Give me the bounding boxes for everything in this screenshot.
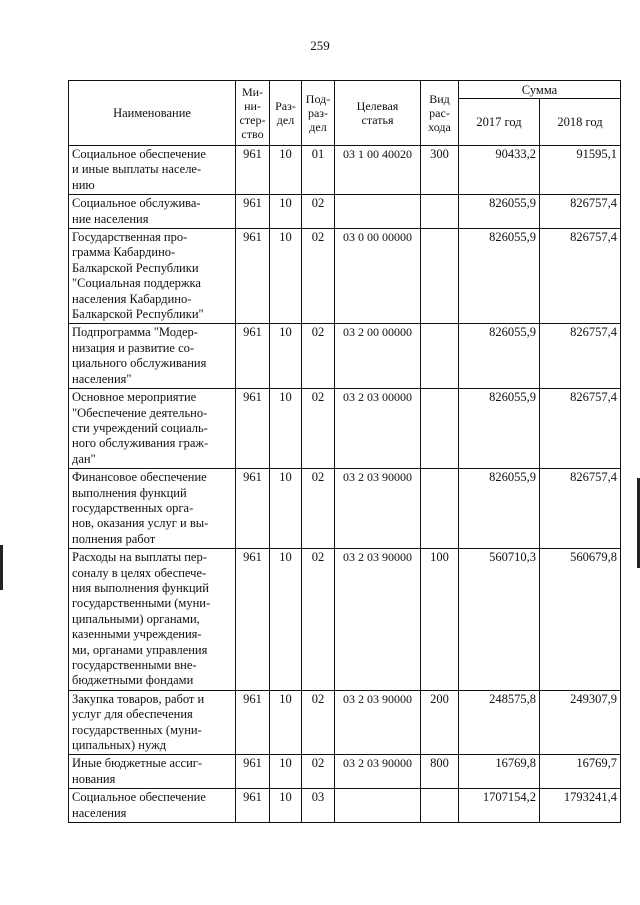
row-target bbox=[335, 789, 421, 823]
row-subsection: 02 bbox=[302, 549, 335, 691]
row-subsection: 02 bbox=[302, 324, 335, 389]
row-name: Финансовое обеспечение выполнения функций государственных орга- нов, оказания услуг и вы- полнения работ bbox=[69, 469, 236, 549]
header-expense-type: Вид рас- хода bbox=[421, 81, 459, 146]
header-sum: Сумма bbox=[459, 81, 621, 99]
row-ministry: 961 bbox=[236, 195, 270, 229]
row-ministry: 961 bbox=[236, 469, 270, 549]
header-subsection: Под- раз- дел bbox=[302, 81, 335, 146]
row-expense-type: 300 bbox=[421, 146, 459, 195]
table-row bbox=[69, 755, 621, 789]
header-name: Наименование bbox=[69, 81, 236, 146]
row-sum-2018: 1793241,4 bbox=[540, 789, 621, 823]
row-sum-2018: 826757,4 bbox=[540, 389, 621, 469]
row-name: Государственная про- грамма Кабардино- Балкарской Республики "Социальная поддержка населения Кабардино- Балкарской Республики" bbox=[69, 229, 236, 324]
row-sum-2018: 826757,4 bbox=[540, 324, 621, 389]
row-name: Социальное обеспечение и иные выплаты населе- нию bbox=[69, 146, 236, 195]
table-row bbox=[69, 469, 621, 549]
row-section: 10 bbox=[270, 324, 302, 389]
row-name: Подпрограмма "Модер- низация и развитие со- циального обслуживания населения" bbox=[69, 324, 236, 389]
row-expense-type bbox=[421, 195, 459, 229]
row-expense-type: 100 bbox=[421, 549, 459, 691]
row-section: 10 bbox=[270, 469, 302, 549]
row-sum-2017: 16769,8 bbox=[459, 755, 540, 789]
row-target bbox=[335, 195, 421, 229]
row-ministry: 961 bbox=[236, 146, 270, 195]
row-target: 03 2 00 00000 bbox=[335, 324, 421, 389]
row-ministry: 961 bbox=[236, 690, 270, 755]
row-section: 10 bbox=[270, 549, 302, 691]
row-target: 03 0 00 00000 bbox=[335, 229, 421, 324]
table-row bbox=[69, 690, 621, 755]
row-sum-2018: 826757,4 bbox=[540, 229, 621, 324]
row-ministry: 961 bbox=[236, 389, 270, 469]
row-section: 10 bbox=[270, 229, 302, 324]
row-sum-2017: 1707154,2 bbox=[459, 789, 540, 823]
row-name: Социальное обслужива- ние населения bbox=[69, 195, 236, 229]
row-name: Социальное обеспечение населения bbox=[69, 789, 236, 823]
row-sum-2017: 826055,9 bbox=[459, 324, 540, 389]
row-target: 03 2 03 90000 bbox=[335, 690, 421, 755]
budget-table bbox=[68, 80, 621, 823]
row-subsection: 02 bbox=[302, 195, 335, 229]
header-section: Раз- дел bbox=[270, 81, 302, 146]
row-subsection: 02 bbox=[302, 389, 335, 469]
row-section: 10 bbox=[270, 755, 302, 789]
row-sum-2018: 826757,4 bbox=[540, 469, 621, 549]
row-subsection: 01 bbox=[302, 146, 335, 195]
table-body bbox=[69, 146, 621, 823]
row-expense-type bbox=[421, 324, 459, 389]
header-year-2018: 2018 год bbox=[540, 99, 621, 146]
row-target: 03 2 03 90000 bbox=[335, 549, 421, 691]
row-sum-2018: 560679,8 bbox=[540, 549, 621, 691]
row-sum-2017: 826055,9 bbox=[459, 469, 540, 549]
row-sum-2018: 249307,9 bbox=[540, 690, 621, 755]
row-section: 10 bbox=[270, 195, 302, 229]
row-name: Закупка товаров, работ и услуг для обеспечения государственных (муни- ципальных) нужд bbox=[69, 690, 236, 755]
table-row bbox=[69, 195, 621, 229]
row-section: 10 bbox=[270, 789, 302, 823]
header-target: Целевая статья bbox=[335, 81, 421, 146]
table-row bbox=[69, 229, 621, 324]
row-ministry: 961 bbox=[236, 324, 270, 389]
row-name: Расходы на выплаты пер- соналу в целях обеспече- ния выполнения функций государственными (муни- ципальными) органами, казенными учреждения- ми, органами управления государственными вне- бюджетными фондами bbox=[69, 549, 236, 691]
page-number: 259 bbox=[310, 38, 330, 53]
row-sum-2018: 16769,7 bbox=[540, 755, 621, 789]
row-ministry: 961 bbox=[236, 789, 270, 823]
row-expense-type bbox=[421, 789, 459, 823]
row-expense-type bbox=[421, 469, 459, 549]
table-row bbox=[69, 549, 621, 691]
row-ministry: 961 bbox=[236, 229, 270, 324]
row-name: Иные бюджетные ассиг- нования bbox=[69, 755, 236, 789]
row-subsection: 02 bbox=[302, 690, 335, 755]
table-header bbox=[69, 81, 621, 146]
row-subsection: 02 bbox=[302, 469, 335, 549]
header-ministry: Ми- ни- стер- ство bbox=[236, 81, 270, 146]
row-target: 03 2 03 90000 bbox=[335, 755, 421, 789]
row-target: 03 1 00 40020 bbox=[335, 146, 421, 195]
row-sum-2017: 826055,9 bbox=[459, 389, 540, 469]
row-section: 10 bbox=[270, 389, 302, 469]
row-name: Основное мероприятие "Обеспечение деятельно- сти учреждений социаль- ного обслуживания граж- дан" bbox=[69, 389, 236, 469]
table-row bbox=[69, 789, 621, 823]
row-sum-2017: 90433,2 bbox=[459, 146, 540, 195]
row-ministry: 961 bbox=[236, 549, 270, 691]
row-sum-2018: 91595,1 bbox=[540, 146, 621, 195]
row-sum-2017: 560710,3 bbox=[459, 549, 540, 691]
header-year-2017: 2017 год bbox=[459, 99, 540, 146]
row-sum-2017: 826055,9 bbox=[459, 229, 540, 324]
row-expense-type: 200 bbox=[421, 690, 459, 755]
row-sum-2018: 826757,4 bbox=[540, 195, 621, 229]
row-subsection: 02 bbox=[302, 755, 335, 789]
row-target: 03 2 03 00000 bbox=[335, 389, 421, 469]
row-section: 10 bbox=[270, 690, 302, 755]
row-target: 03 2 03 90000 bbox=[335, 469, 421, 549]
scan-edge-mark bbox=[0, 545, 3, 590]
row-expense-type bbox=[421, 229, 459, 324]
row-subsection: 03 bbox=[302, 789, 335, 823]
row-sum-2017: 826055,9 bbox=[459, 195, 540, 229]
table-row bbox=[69, 389, 621, 469]
row-subsection: 02 bbox=[302, 229, 335, 324]
row-section: 10 bbox=[270, 146, 302, 195]
row-sum-2017: 248575,8 bbox=[459, 690, 540, 755]
row-expense-type bbox=[421, 389, 459, 469]
row-ministry: 961 bbox=[236, 755, 270, 789]
table-row bbox=[69, 324, 621, 389]
row-expense-type: 800 bbox=[421, 755, 459, 789]
table-row bbox=[69, 146, 621, 195]
